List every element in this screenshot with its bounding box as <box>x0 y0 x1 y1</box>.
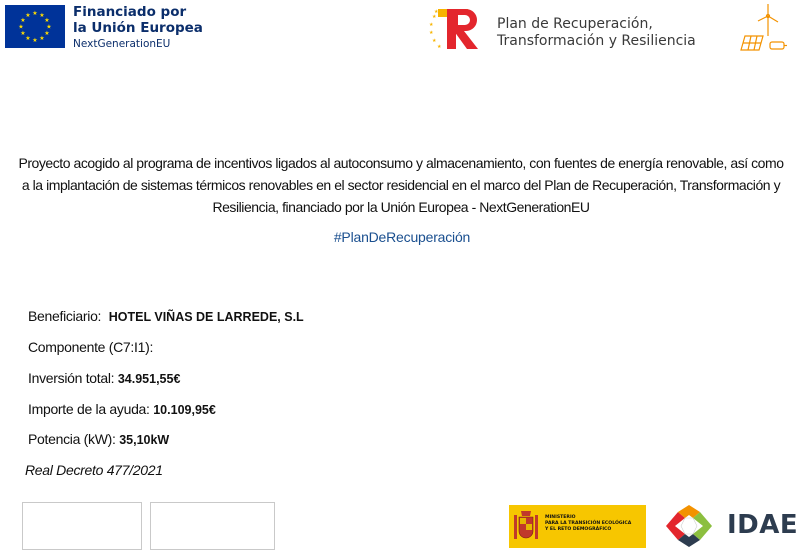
eu-funding-label <box>73 4 223 52</box>
svg-text:★: ★ <box>429 22 434 28</box>
project-description: Proyecto acogido al programa de incentivos ligados al autoconsumo y almacenamiento, con fuentes de energía renovable, así como a la implantación de sistemas térmicos renovables en el sector residencial en el marco del Plan de Recuperación, Transformación y Resiliencia, financiado por la Unión Europea - NextGenerationEU <box>18 155 784 215</box>
svg-text:★: ★ <box>437 44 442 50</box>
inversion-label: Inversión total: <box>28 370 115 386</box>
idae-logo-text: IDAE <box>727 510 799 540</box>
importe-label: Importe de la ayuda: <box>28 401 150 417</box>
spain-coat-of-arms-icon <box>513 509 539 544</box>
svg-text:★: ★ <box>32 37 38 44</box>
svg-text:★: ★ <box>25 12 31 19</box>
ministerio-line-2: PARA LA TRANSICIÓN ECOLÓGICA <box>545 521 632 526</box>
svg-text:★: ★ <box>44 30 50 37</box>
svg-text:★: ★ <box>20 30 26 37</box>
prtr-line-1: Plan de Recuperación, <box>497 16 653 32</box>
ministerio-line-3: Y EL RETO DEMOGRÁFICO <box>545 527 612 532</box>
hashtag-label: #PlanDeRecuperación <box>333 229 471 245</box>
svg-text:★: ★ <box>432 14 437 20</box>
potencia-row <box>28 431 169 447</box>
empty-logo-box <box>22 502 142 550</box>
eu-line-3: NextGenerationEU <box>73 38 171 50</box>
ministerio-text <box>545 515 645 533</box>
svg-text:★: ★ <box>429 30 434 36</box>
idae-logo-icon <box>656 503 722 549</box>
prtr-line-2: Transformación y Resiliencia <box>497 33 696 49</box>
componente-row <box>28 339 153 355</box>
ministerio-logo <box>509 505 646 548</box>
svg-text:★: ★ <box>25 35 31 42</box>
empty-logo-box <box>150 502 275 550</box>
beneficiario-value: HOTEL VIÑAS DE LARREDE, S.L <box>108 310 304 324</box>
potencia-value: 35,10kW <box>119 433 170 447</box>
svg-text:★: ★ <box>44 17 50 24</box>
eu-line-1: Financiado por <box>73 4 187 20</box>
prtr-label <box>497 16 737 50</box>
svg-text:★: ★ <box>20 17 26 24</box>
beneficiario-row <box>28 308 304 324</box>
svg-text:★: ★ <box>46 23 52 31</box>
beneficiario-label: Beneficiario: <box>28 308 102 324</box>
potencia-label: Potencia (kW): <box>28 431 116 447</box>
prtr-logo-icon <box>428 6 484 52</box>
svg-text:★: ★ <box>39 35 45 42</box>
importe-row <box>28 401 216 417</box>
importe-value: 10.109,95€ <box>153 403 216 417</box>
inversion-value: 34.951,55€ <box>117 372 181 386</box>
wind-solar-icon <box>737 2 789 52</box>
svg-text:★: ★ <box>39 12 45 19</box>
svg-text:★: ★ <box>434 9 439 15</box>
real-decreto-label: Real Decreto 477/2021 <box>25 462 163 478</box>
svg-text:★: ★ <box>18 23 24 31</box>
inversion-row <box>28 370 180 386</box>
eu-line-2: la Unión Europea <box>73 20 203 36</box>
componente-label: Componente (C7:I1): <box>28 339 154 355</box>
svg-text:★: ★ <box>432 38 437 44</box>
ministerio-line-1: MINISTERIO <box>545 515 576 520</box>
eu-flag-icon <box>5 5 65 48</box>
svg-text:★: ★ <box>32 10 38 17</box>
